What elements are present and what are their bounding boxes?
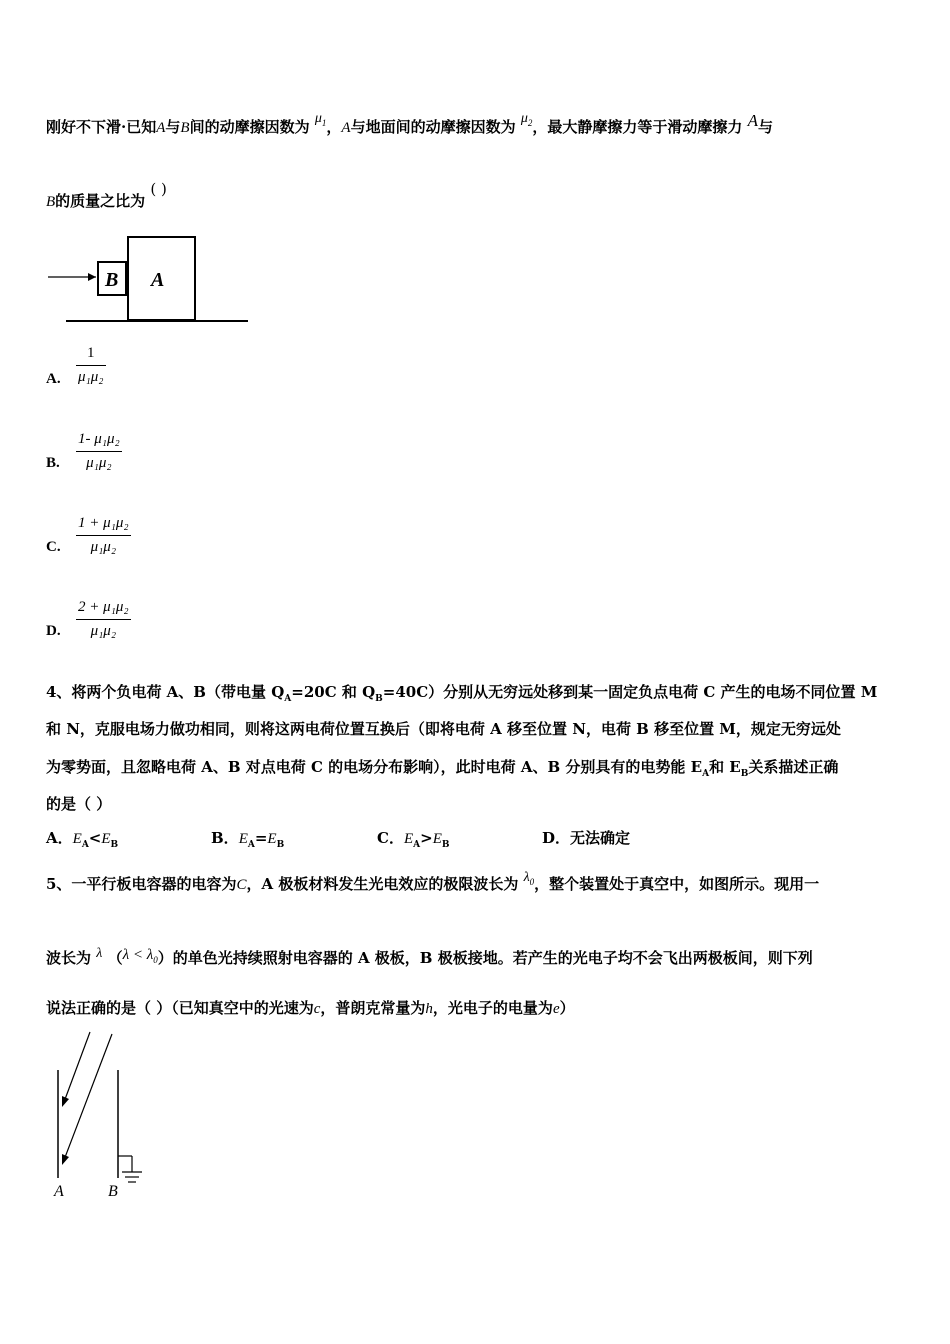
option-b-label: B. bbox=[46, 455, 60, 471]
light-ray-2 bbox=[64, 1034, 112, 1160]
option-d-fraction: 2 + μ₁μ₂ μ₁μ₂ bbox=[78, 599, 129, 639]
mu2-symbol: $\mu_2$ bbox=[520, 111, 533, 128]
q4-stem-line1: 4、将两个负电荷 A、B（带电量 $Q_A=20C$ 和 $Q_B=40C$）分别从无穷远处移到某一固定负点电荷 C 产生的电场不同位置 M bbox=[46, 683, 878, 704]
light-ray-2-arrowhead bbox=[62, 1154, 69, 1165]
answer-paren: ( ) bbox=[150, 180, 167, 198]
force-arrowhead bbox=[88, 273, 96, 281]
option-a-label: A. bbox=[46, 371, 61, 387]
plate-a-label: A bbox=[54, 1183, 64, 1200]
q3-stem-line2: B的质量之比为 ( ) bbox=[46, 180, 167, 210]
block-a-label: A bbox=[151, 269, 165, 291]
q4-stem-line3: 为零势面，且忽略电荷 A、B 对点电荷 C 的电场分布影响），此时电荷 A、B 分别具有的电势能 $E_A$和 $E_B$关系描述正确 bbox=[46, 758, 839, 779]
q5-capacitor-figure bbox=[44, 1030, 164, 1205]
q3-stem-line1: 刚好不下滑·已知A与B间的动摩擦因数为 $\mu_1$，A与地面间的动摩擦因数为 $\mu_2$，最大静摩擦力等于滑动摩擦力 A与 bbox=[46, 111, 773, 136]
q5-stem-line3: 说法正确的是（ ）（已知真空中的光速为c，普朗克常量为h，光电子的电量为e） bbox=[46, 999, 575, 1017]
block-b-label: B bbox=[105, 269, 119, 291]
q4-choice-c[interactable]: C．$E_A>E_B$ bbox=[377, 829, 450, 850]
plate-b-label: B bbox=[108, 1183, 118, 1200]
lambda-inequality: $\lambda < \lambda_0$ bbox=[122, 947, 158, 965]
q4-choice-a[interactable]: A．$E_A<E_B$ bbox=[46, 829, 119, 850]
option-c-label: C. bbox=[46, 539, 61, 555]
option-c-fraction: 1 + μ₁μ₂ μ₁μ₂ bbox=[78, 515, 129, 555]
option-a-fraction: 1 μ₁μ₂ bbox=[78, 345, 104, 385]
lambda0-symbol: $\lambda_0$ bbox=[523, 870, 535, 887]
q3-block-figure bbox=[44, 230, 254, 330]
q4-choice-b[interactable]: B．$E_A=E_B$ bbox=[211, 829, 285, 850]
q4-stem-line2: 和 N，克服电场力做功相同，则将这两电荷位置互换后（即将电荷 A 移至位置 N，电荷 B 移至位置 M，规定无穷远处 bbox=[46, 720, 841, 738]
option-b-fraction: 1- μ₁μ₂ μ₁μ₂ bbox=[78, 431, 120, 471]
q5-stem-line1: 5、一平行板电容器的电容为C，A 极板材料发生光电效应的极限波长为 $\lambda_0$，整个装置处于真空中，如图所示。现用一 bbox=[46, 870, 820, 893]
light-ray-1 bbox=[64, 1032, 90, 1102]
q5-stem-line2: 波长为 λ $(\lambda < \lambda_0)$的单色光持续照射电容器的 A 极板，B 极板接地。若产生的光电子均不会飞出两极板间，则下列 bbox=[46, 946, 813, 967]
q4-choice-d[interactable]: D．无法确定 bbox=[542, 829, 631, 847]
light-ray-1-arrowhead bbox=[62, 1096, 69, 1107]
option-d-label: D. bbox=[46, 623, 61, 639]
q4-stem-line4: 的是（ ） bbox=[46, 795, 112, 813]
mu1-symbol: $\mu_1$ bbox=[314, 111, 327, 128]
